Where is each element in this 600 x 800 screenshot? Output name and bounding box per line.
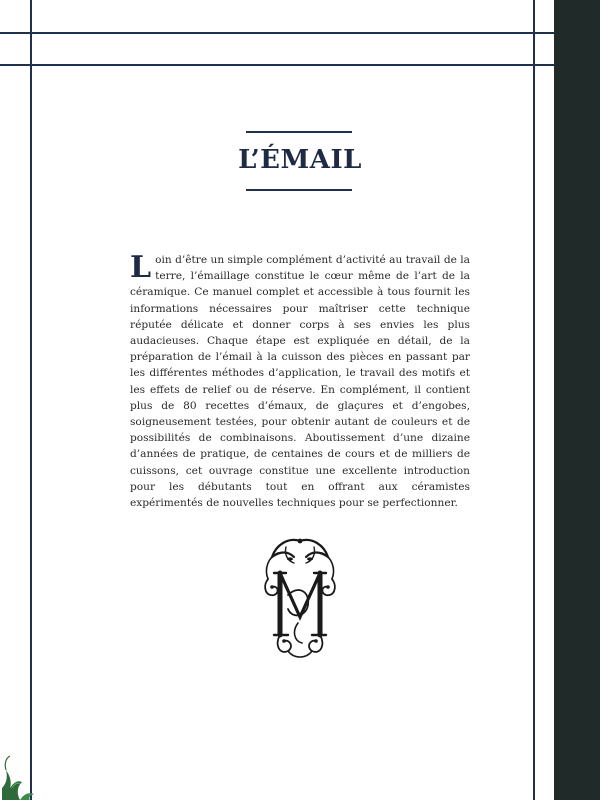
upper-frame-rule bbox=[0, 64, 554, 66]
right-frame-rule bbox=[533, 0, 535, 800]
title-rule-top bbox=[246, 131, 352, 133]
book-spine bbox=[554, 0, 600, 800]
dropcap-letter: L bbox=[130, 250, 152, 285]
paragraph-text: oin d’être un simple complément d’activité au travail de la terre, l’émaillage constitue le cœur même de l’art de la céramique. Ce manuel complet et accessible à tous fournit les informations nécessaires pour maîtriser cette technique réputée délicate et donner corps à ses envies les plus audacieuses. Chaque étape est expliquée en détail, de la préparation de l’émail à la cuisson des pièces en passant par les différentes méthodes d’application, le travail des motifs et les effets de relief ou de réserve. En complément, il contient plus de 80 recettes d’émaux, de glaçures et d’engobes, soigneusement testées, pour obtenir autant de couleurs et de possibilités de combinaisons. Aboutissement d’une dizaine d’années de pratique, de centaines de cours et de milliers de cuissons, cet ouvrage constitue une excellente introduction pour les débutants tout en offrant aux céramistes expérimentés de nouvelles techniques pour se perfectionner. bbox=[130, 254, 470, 510]
floral-monogram-icon bbox=[258, 535, 342, 665]
description-paragraph bbox=[130, 252, 470, 511]
left-frame-rule bbox=[30, 0, 32, 800]
top-frame-rule bbox=[0, 32, 554, 34]
corner-plant-icon bbox=[0, 748, 40, 800]
page-title: L’ÉMAIL bbox=[238, 145, 362, 175]
title-rule-bottom bbox=[246, 189, 352, 191]
